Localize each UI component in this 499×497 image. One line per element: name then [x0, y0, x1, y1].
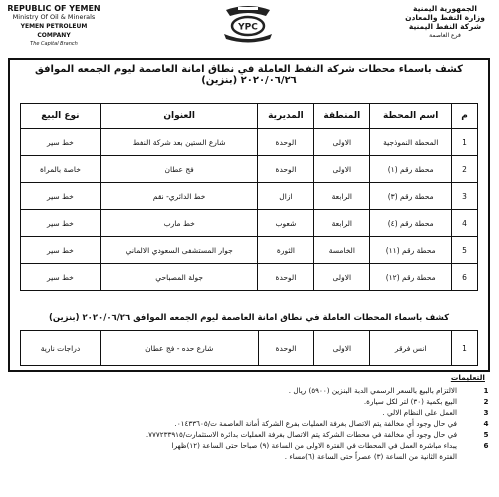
- header-ar-branch: فرع العاصمة: [429, 32, 461, 39]
- list-item: [23, 440, 493, 451]
- col-header-district: المديرية: [258, 104, 314, 129]
- company-logo: [218, 4, 278, 44]
- item-text: العمل على النظام الالي .: [382, 408, 457, 417]
- cell-number: 3: [452, 183, 478, 210]
- cell-zone: الاولى: [314, 331, 370, 366]
- col-header-address: العنوان: [100, 104, 258, 129]
- cell-district: الثورة: [258, 237, 314, 264]
- cell-district: الوحدة: [258, 264, 314, 291]
- header-ar-country: الجمهورية اليمنية: [413, 4, 477, 13]
- item-number: 4: [483, 419, 489, 428]
- cell-district: الوحدة: [258, 156, 314, 183]
- cell-station: محطة رقم (١٢): [370, 264, 452, 291]
- header-ministry: Ministry Of Oil & Minerals: [12, 13, 96, 21]
- cell-district: الوحدة: [258, 129, 314, 156]
- item-number: 2: [483, 397, 489, 406]
- table-header-row: [21, 104, 478, 129]
- cell-number: 1: [452, 129, 478, 156]
- cell-address: فج عطان: [100, 156, 258, 183]
- cell-sale-type: خط سير: [21, 129, 101, 156]
- list-item: [23, 407, 493, 418]
- list-item: [23, 418, 493, 429]
- header-country: REPUBLIC OF YEMEN: [7, 4, 101, 13]
- instructions-heading: التعليمات: [450, 373, 485, 382]
- cell-sale-type: خاصة بالمراة: [21, 156, 101, 183]
- item-text: البيع بكمية (٣٠) لتر لكل سيارة.: [363, 397, 457, 406]
- table-row: [21, 264, 478, 291]
- col-header-station: اسم المحطة: [370, 104, 452, 129]
- cell-zone: الاولى: [314, 129, 370, 156]
- cell-station: محطة رقم (٣): [370, 183, 452, 210]
- item-text: الالتزام بالبيع بالسعر الرسمي الدبة البنزين (٥٩٠٠) ريال .: [288, 386, 457, 395]
- page-title: كشف باسماء محطات شركة النفط العاملة في نطاق امانة العاصمة ليوم الجمعه الموافق ٢٠٢٠/٠٦/٢٦ (بنزين): [34, 64, 463, 86]
- item-text: يبداء مباشرة العمل في المحطات في الفترة الاولى من الساعة (٩) صباحا حتى الساعة (١٢)ظهرا: [171, 441, 457, 450]
- item-text: الفترة الثانية من الساعة (٣) عصراً حتى الساعة (٦)مساء .: [284, 452, 457, 461]
- table-row: [21, 129, 478, 156]
- list-item: [23, 429, 493, 440]
- motorcycle-stations-table: [20, 330, 478, 366]
- cell-address: جولة المصباحي: [100, 264, 258, 291]
- logo-text: YPC: [238, 22, 258, 33]
- header-branch: The Capital Branch: [30, 41, 78, 47]
- item-text: في حال وجود أي مخالفة في محطات الشركة يتم الاتصال بغرفة العمليات بدائرة الاستثمارت/٧٧٧٢٣٣٩١٥.: [145, 430, 457, 439]
- table-row: [21, 331, 478, 366]
- cell-address: شارع الستين بعد شركة النفط: [100, 129, 258, 156]
- instructions-list: [23, 385, 493, 462]
- item-number: 6: [483, 441, 489, 450]
- section-subtitle: كشف باسماء المحطات العاملة في نطاق امانة العاصمة ليوم الجمعه الموافق ٢٠٢٠/٠٦/٢٦ (بنزين): [48, 313, 450, 323]
- cell-station: محطة رقم (١١): [370, 237, 452, 264]
- cell-zone: الخامسة: [314, 237, 370, 264]
- item-number: 5: [483, 430, 489, 439]
- cell-district: ازال: [258, 183, 314, 210]
- list-item: [23, 396, 493, 407]
- col-header-number: م: [452, 104, 478, 129]
- col-header-sale-type: نوع البيع: [21, 104, 101, 129]
- cell-address: خط الدائري- نقم: [100, 183, 258, 210]
- cell-zone: الاولى: [314, 156, 370, 183]
- item-number: 1: [483, 386, 489, 395]
- cell-sale-type: خط سير: [21, 264, 101, 291]
- cell-address: خط مارب: [100, 210, 258, 237]
- cell-station: المحطة النموذجية: [370, 129, 452, 156]
- cell-sale-type: خط سير: [21, 210, 101, 237]
- cell-district: الوحدة: [258, 331, 314, 366]
- cell-number: 1: [452, 331, 478, 366]
- table-row: [21, 210, 478, 237]
- table-row: [21, 156, 478, 183]
- list-item: [23, 385, 493, 396]
- table-row: [21, 237, 478, 264]
- cell-sale-type: دراجات نارية: [21, 331, 101, 366]
- cell-number: 6: [452, 264, 478, 291]
- cell-number: 4: [452, 210, 478, 237]
- cell-address: جوار المستشفى السعودي الالماني: [100, 237, 258, 264]
- cell-station: محطة رقم (٤): [370, 210, 452, 237]
- header-company: YEMEN PETROLEUM COMPANY: [20, 23, 88, 39]
- header-ar-ministry: وزارة النفط والمعادن: [405, 13, 485, 22]
- header-arabic: [397, 4, 493, 40]
- cell-zone: الرابعة: [314, 183, 370, 210]
- cell-number: 2: [452, 156, 478, 183]
- cell-zone: الرابعة: [314, 210, 370, 237]
- header-ar-company: شركة النفط اليمنية: [408, 22, 482, 31]
- col-header-zone: المنطقة: [314, 104, 370, 129]
- cell-station: انس فرقر: [370, 331, 452, 366]
- table-row: [21, 183, 478, 210]
- cell-sale-type: خط سير: [21, 183, 101, 210]
- cell-zone: الاولى: [314, 264, 370, 291]
- cell-district: شعوب: [258, 210, 314, 237]
- item-text: في حال وجود أي مخالفة يتم الاتصال بغرفة العمليات بفرع الشركة أمانة العاصمة ت/٠١٤٣٣٦٠٥.: [174, 419, 457, 428]
- cell-sale-type: خط سير: [21, 237, 101, 264]
- list-item: [23, 451, 493, 462]
- cell-number: 5: [452, 237, 478, 264]
- stations-table: [20, 103, 478, 291]
- item-number: 3: [483, 408, 489, 417]
- cell-station: محطة رقم (١): [370, 156, 452, 183]
- header-english: [6, 4, 102, 49]
- cell-address: شارع حده - فج عطان: [100, 331, 258, 366]
